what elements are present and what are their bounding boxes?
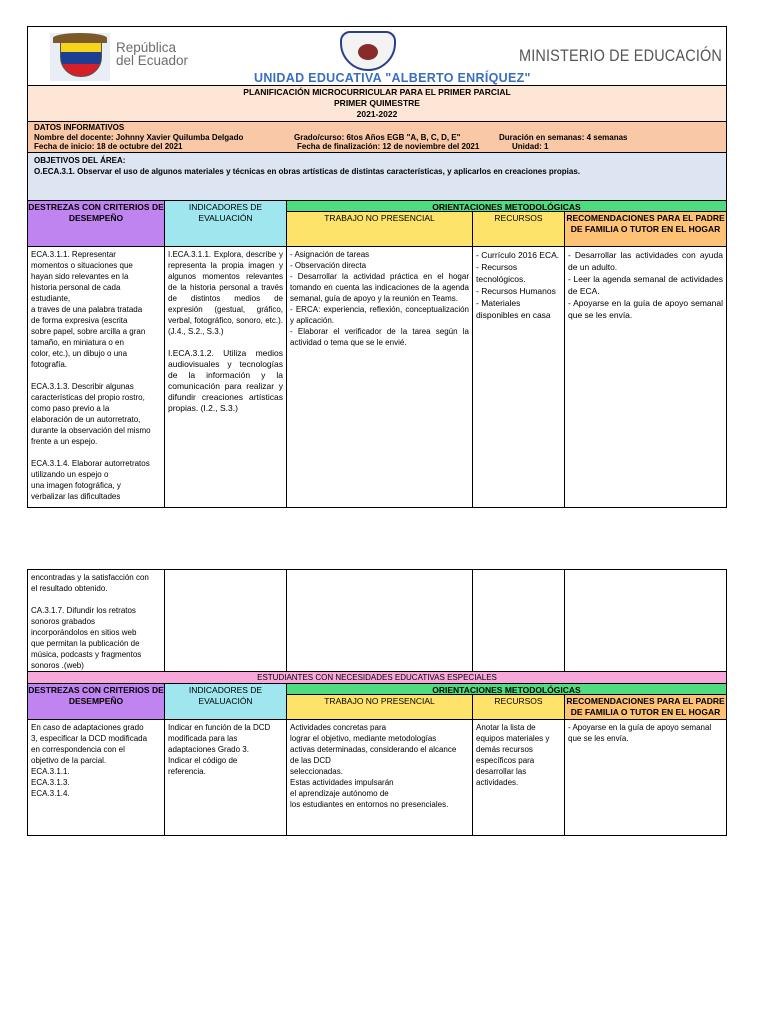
destreza-line: a traves de una palabra tratada (31, 305, 143, 314)
nee-indicador-line: referencia. (168, 767, 206, 776)
grado-curso: Grado/curso: 6tos Años EGB "A, B, C, D, E" (294, 133, 461, 142)
indicador-1: I.ECA.3.1.1. Explora, describe y representa la propia imagen y algunos momentos relevantes de la historia personal a través de distintos medios de expresión (gestual, gráfico, verbal, fotográfico, sonoro, etc.). (J.4., S.2., S.3.) (168, 250, 283, 336)
nee-destreza-line: ECA.3.1.1. (31, 767, 70, 776)
recurso-item: - Recursos Humanos (476, 286, 556, 296)
trabajo-item: - Asignación de tareas (290, 250, 370, 259)
nee-trabajo-line: Actividades concretas para (290, 723, 387, 732)
recurso-item: - Recursos tecnológicos. (476, 262, 526, 284)
destreza-line: durante la observación del mismo (31, 426, 151, 435)
destreza-line: historia personal de cada (31, 283, 121, 292)
recursos-cell-continued (473, 570, 565, 672)
nee-indicador-line: Indicar el código de (168, 756, 238, 765)
objetivo-text: O.ECA.3.1. Observar el uso de algunos materiales y técnicas en obras artísticas de distintas características, y aplicarlos en creaciones propias. (34, 167, 581, 176)
destreza-line: el resultado obtenido. (31, 584, 108, 593)
indicadores-cell-continued (165, 570, 287, 672)
recomendacion-item: - Desarrollar las actividades con ayuda de un adulto. (568, 250, 723, 272)
nee-header-recomendaciones: RECOMENDACIONES PARA EL PADRE DE FAMILIA O TUTOR EN EL HOGAR (565, 695, 726, 720)
ecuador-government-logo (50, 31, 195, 81)
destreza-line: sonoros grabados (31, 617, 96, 626)
nee-trabajo-line: los estudiantes en entornos no presenciales. (290, 800, 449, 809)
nee-header-trabajo: TRABAJO NO PRESENCIAL (287, 695, 473, 720)
destrezas-cell (28, 247, 165, 508)
recomendacion-item: - Apoyarse en la guía de apoyo semanal que se les envía. (568, 298, 723, 320)
title-line-3: 2021-2022 (356, 109, 398, 119)
objetivos-heading: OBJETIVOS DEL ÁREA: (34, 156, 126, 165)
fecha-inicio: Fecha de inicio: 18 de octubre del 2021 (34, 142, 183, 151)
header-trabajo: TRABAJO NO PRESENCIAL (287, 212, 473, 247)
datos-heading: DATOS INFORMATIVOS (34, 123, 125, 132)
destreza-line: frente a un espejo. (31, 437, 98, 446)
destreza-line: elaboración de un autorretrato, (31, 415, 141, 424)
coat-of-arms-icon (50, 33, 110, 81)
nee-recurso-line: Anotar la lista de (476, 723, 536, 732)
indicador-2: I.ECA.3.1.2. Utiliza medios audiovisuales y tecnologías de la información y la comunicación para realizar y difundir creaciones artísticas propias. (I.2., S.3.) (168, 348, 283, 413)
nee-indicador-line: modificada para las (168, 734, 238, 743)
nee-recurso-line: específicos para (476, 756, 535, 765)
destreza-line: incorporándolos en sitios web (31, 628, 137, 637)
nee-destreza-line: En caso de adaptaciones grado (31, 723, 144, 732)
nee-destreza-line: 3, especificar la DCD modificada (31, 734, 148, 743)
nee-trabajo-cell (287, 720, 473, 835)
nee-indicador-line: adaptaciones Grado 3. (168, 745, 249, 754)
logo-text-republica: República (116, 40, 177, 55)
title-line-2: PRIMER QUIMESTRE (334, 98, 420, 108)
nee-trabajo-line: activas determinadas, considerando el alcance (290, 745, 457, 754)
destreza-line (31, 370, 161, 381)
header-recomendaciones: RECOMENDACIONES PARA EL PADRE DE FAMILIA O TUTOR EN EL HOGAR (565, 212, 726, 247)
nee-destreza-line: objetivo de la parcial. (31, 756, 107, 765)
destreza-line: sonoros .(web) (31, 661, 84, 670)
destreza-line: características del propio rostro, (31, 393, 145, 402)
header-destrezas: DESTREZAS CON CRITERIOS DE DESEMPEÑO (28, 201, 165, 247)
nee-header-indicadores: INDICADORES DE EVALUACIÓN (165, 684, 287, 720)
title-line-1: PLANIFICACIÓN MICROCURRICULAR PARA EL PRIMER PARCIAL (243, 87, 511, 97)
trabajo-item: - Observación directa (290, 261, 367, 270)
school-emblem-icon (340, 31, 396, 71)
nee-recurso-line: desarrollar las (476, 767, 527, 776)
nee-destrezas-cell (28, 720, 165, 835)
destreza-line: ECA.3.1.3. Describir algunas (31, 382, 134, 391)
destreza-line: estudiante, (31, 294, 71, 303)
trabajo-item: - Desarrollar la actividad práctica en el hogar tomando en cuenta las indicaciones de la agenda semanal, guía de apoyo y la reunión en Teams. (290, 272, 469, 303)
destreza-line: sobre papel, sobre arcilla a gran (31, 327, 146, 336)
nee-header-destrezas: DESTREZAS CON CRITERIOS DE DESEMPEÑO (28, 684, 165, 720)
nee-trabajo-line: lograr el objetivo, mediante metodologías (290, 734, 437, 743)
trabajo-item: - Elaborar el verificador de la tarea según la actividad o tema que se le envié. (290, 327, 469, 347)
destreza-line (31, 594, 161, 605)
document-page-2 (27, 569, 727, 836)
trabajo-no-presencial-cell (287, 247, 473, 508)
destreza-line: de forma expresiva (escrita (31, 316, 128, 325)
objetivos-del-area (28, 153, 726, 201)
destreza-line: CA.3.1.7. Difundir los retratos (31, 606, 136, 615)
destreza-line: tamaño, en miniatura o en (31, 338, 124, 347)
destrezas-cell-continued (28, 570, 165, 672)
logo-text-ecuador: del Ecuador (116, 53, 189, 68)
school-name: UNIDAD EDUCATIVA "ALBERTO ENRÍQUEZ" (254, 71, 531, 85)
nee-header-recursos: RECURSOS (473, 695, 565, 720)
recursos-cell (473, 247, 565, 508)
nee-recurso-line: equipos materiales y (476, 734, 550, 743)
destreza-line: una imagen fotográfica, y (31, 481, 121, 490)
destreza-line: ECA.3.1.1. Representar (31, 250, 116, 259)
planning-title (28, 86, 726, 122)
nee-trabajo-line: el aprendizaje autónomo de (290, 789, 389, 798)
nee-header-orientaciones: ORIENTACIONES METODOLÓGICAS (287, 684, 726, 695)
nee-recurso-line: demás recursos (476, 745, 533, 754)
recomendaciones-cell (565, 247, 726, 508)
nee-recomendacion: - Apoyarse en la guía de apoyo semanal que se les envía. (568, 723, 712, 743)
destreza-line: color, etc.), un dibujo o una (31, 349, 128, 358)
nee-band: ESTUDIANTES CON NECESIDADES EDUCATIVAS ESPECIALES (28, 672, 726, 684)
nee-recursos-cell (473, 720, 565, 835)
destreza-line: momentos o situaciones que (31, 261, 133, 270)
destreza-line: que permitan la publicación de (31, 639, 140, 648)
nee-recomendaciones-cell (565, 720, 726, 835)
destreza-line: hayan sido relevantes en la (31, 272, 129, 281)
nee-trabajo-line: Estas actividades impulsarán (290, 778, 394, 787)
trabajo-item: - ERCA: experiencia, reflexión, conceptualización y aplicación. (290, 305, 469, 325)
document-header (28, 27, 726, 86)
destreza-line: fotografía. (31, 360, 68, 369)
destreza-line: como paso previo a la (31, 404, 110, 413)
nee-destreza-line: ECA.3.1.3. (31, 778, 70, 787)
destreza-line (31, 447, 161, 458)
fecha-finalizacion: Fecha de finalización: 12 de noviembre del 2021 (297, 142, 480, 151)
nee-indicador-line: Indicar en función de la DCD (168, 723, 271, 732)
header-indicadores: INDICADORES DE EVALUACIÓN (165, 201, 287, 247)
recurso-item: - Materiales disponibles en casa (476, 298, 551, 320)
recomendacion-item: - Leer la agenda semanal de actividades de ECA. (568, 274, 723, 296)
docente-name: Nombre del docente: Johnny Xavier Quilumba Delgado (34, 133, 244, 142)
duracion-semanas: Duración en semanas: 4 semanas (499, 133, 628, 142)
recomendaciones-cell-continued (565, 570, 726, 672)
trabajo-cell-continued (287, 570, 473, 672)
destreza-line: ECA.3.1.4. Elaborar autorretratos (31, 459, 150, 468)
nee-trabajo-line: seleccionadas. (290, 767, 343, 776)
document-page-1 (27, 26, 727, 508)
destreza-line: música, podcasts y fragmentos (31, 650, 142, 659)
destreza-line: utilizando un espejo o (31, 470, 109, 479)
unidad: Unidad: 1 (512, 142, 549, 151)
indicadores-cell (165, 247, 287, 508)
header-recursos: RECURSOS (473, 212, 565, 247)
recurso-item: - Currículo 2016 ECA. (476, 250, 560, 260)
destreza-line: encontradas y la satisfacción con (31, 573, 149, 582)
nee-recurso-line: actividades. (476, 778, 519, 787)
header-orientaciones: ORIENTACIONES METODOLÓGICAS (287, 201, 726, 212)
destreza-line: verbalizar las dificultades (31, 492, 121, 501)
datos-informativos (28, 122, 726, 153)
nee-destreza-line: en correspondencia con el (31, 745, 125, 754)
nee-trabajo-line: de las DCD (290, 756, 331, 765)
ministry-title: MINISTERIO DE EDUCACIÓN (519, 46, 723, 65)
nee-indicadores-cell (165, 720, 287, 835)
nee-destreza-line: ECA.3.1.4. (31, 789, 70, 798)
